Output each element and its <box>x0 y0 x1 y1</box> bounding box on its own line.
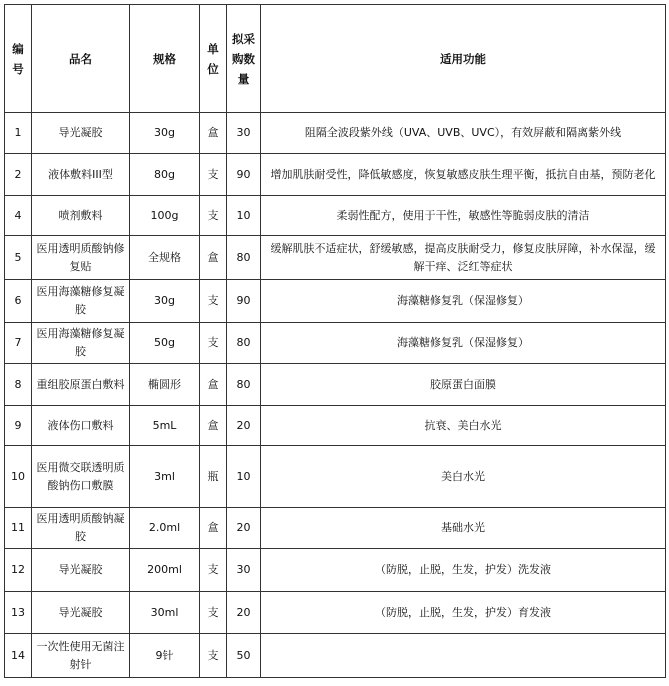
header-unit: 单位 <box>200 5 227 113</box>
cell-function: 阻隔全波段紫外线（UVA、UVB、UVC），有效屏蔽和隔离紫外线 <box>261 113 666 154</box>
table-row <box>5 280 666 323</box>
cell-spec: 200ml <box>130 549 200 592</box>
header-name: 品名 <box>32 5 130 113</box>
cell-unit: 盒 <box>200 236 227 280</box>
cell-number: 12 <box>5 549 32 592</box>
cell-function: 海藻糖修复乳（保湿修复） <box>261 323 666 364</box>
cell-name: 导光凝胶 <box>32 592 130 634</box>
cell-unit: 支 <box>200 323 227 364</box>
cell-number: 9 <box>5 406 32 446</box>
cell-quantity: 90 <box>227 280 261 323</box>
cell-number: 14 <box>5 634 32 678</box>
cell-quantity: 90 <box>227 154 261 196</box>
cell-spec: 椭圆形 <box>130 364 200 406</box>
cell-unit: 瓶 <box>200 446 227 508</box>
cell-spec: 80g <box>130 154 200 196</box>
cell-name: 喷剂敷料 <box>32 196 130 236</box>
cell-name: 一次性使用无菌注射针 <box>32 634 130 678</box>
cell-number: 13 <box>5 592 32 634</box>
cell-unit: 盒 <box>200 113 227 154</box>
procurement-table <box>4 4 666 678</box>
cell-quantity: 30 <box>227 113 261 154</box>
cell-name: 重组胶原蛋白敷料 <box>32 364 130 406</box>
cell-name: 医用透明质酸钠修复贴 <box>32 236 130 280</box>
cell-unit: 支 <box>200 634 227 678</box>
cell-spec: 100g <box>130 196 200 236</box>
cell-unit: 盒 <box>200 406 227 446</box>
cell-name: 医用透明质酸钠凝胶 <box>32 508 130 549</box>
table-row <box>5 196 666 236</box>
table-row <box>5 592 666 634</box>
cell-unit: 支 <box>200 592 227 634</box>
table-row <box>5 406 666 446</box>
cell-function: （防脱，止脱，生发，护发）育发液 <box>261 592 666 634</box>
cell-function <box>261 634 666 678</box>
cell-spec: 3ml <box>130 446 200 508</box>
cell-spec: 2.0ml <box>130 508 200 549</box>
cell-number: 10 <box>5 446 32 508</box>
cell-unit: 支 <box>200 280 227 323</box>
table-row <box>5 113 666 154</box>
header-function: 适用功能 <box>261 5 666 113</box>
cell-quantity: 10 <box>227 446 261 508</box>
cell-quantity: 20 <box>227 592 261 634</box>
table-row <box>5 446 666 508</box>
cell-spec: 30ml <box>130 592 200 634</box>
cell-function: 基础水光 <box>261 508 666 549</box>
cell-function: （防脱，止脱，生发，护发）洗发液 <box>261 549 666 592</box>
cell-number: 11 <box>5 508 32 549</box>
cell-function: 抗衰、美白水光 <box>261 406 666 446</box>
cell-spec: 9针 <box>130 634 200 678</box>
cell-quantity: 30 <box>227 549 261 592</box>
cell-quantity: 80 <box>227 323 261 364</box>
cell-unit: 支 <box>200 196 227 236</box>
cell-name: 医用海藻糖修复凝胶 <box>32 323 130 364</box>
cell-spec: 全规格 <box>130 236 200 280</box>
cell-name: 液体伤口敷料 <box>32 406 130 446</box>
cell-number: 1 <box>5 113 32 154</box>
cell-quantity: 80 <box>227 364 261 406</box>
table-row <box>5 549 666 592</box>
table-row <box>5 508 666 549</box>
cell-number: 5 <box>5 236 32 280</box>
cell-quantity: 10 <box>227 196 261 236</box>
header-row <box>5 5 666 113</box>
header-spec: 规格 <box>130 5 200 113</box>
cell-name: 液体敷料III型 <box>32 154 130 196</box>
cell-function: 胶原蛋白面膜 <box>261 364 666 406</box>
cell-spec: 30g <box>130 280 200 323</box>
cell-number: 7 <box>5 323 32 364</box>
cell-number: 8 <box>5 364 32 406</box>
cell-unit: 支 <box>200 549 227 592</box>
cell-spec: 30g <box>130 113 200 154</box>
cell-unit: 盒 <box>200 508 227 549</box>
cell-function: 柔弱性配方，使用于干性，敏感性等脆弱皮肤的清洁 <box>261 196 666 236</box>
cell-quantity: 50 <box>227 634 261 678</box>
cell-quantity: 20 <box>227 406 261 446</box>
table-row <box>5 154 666 196</box>
table-row <box>5 323 666 364</box>
cell-function: 美白水光 <box>261 446 666 508</box>
cell-quantity: 20 <box>227 508 261 549</box>
cell-unit: 盒 <box>200 364 227 406</box>
cell-function: 海藻糖修复乳（保湿修复） <box>261 280 666 323</box>
cell-name: 医用海藻糖修复凝胶 <box>32 280 130 323</box>
cell-unit: 支 <box>200 154 227 196</box>
header-quantity: 拟采购数量 <box>227 5 261 113</box>
table-row <box>5 364 666 406</box>
table-row <box>5 236 666 280</box>
cell-function: 缓解肌肤不适症状，舒缓敏感，提高皮肤耐受力，修复皮肤屏障，补水保湿，缓解干痒、泛红等症状 <box>261 236 666 280</box>
header-number: 编号 <box>5 5 32 113</box>
cell-spec: 50g <box>130 323 200 364</box>
cell-number: 4 <box>5 196 32 236</box>
cell-name: 导光凝胶 <box>32 549 130 592</box>
cell-spec: 5mL <box>130 406 200 446</box>
table-body <box>5 113 666 678</box>
cell-number: 6 <box>5 280 32 323</box>
cell-function: 增加肌肤耐受性，降低敏感度，恢复敏感皮肤生理平衡，抵抗自由基，预防老化 <box>261 154 666 196</box>
cell-name: 医用微交联透明质酸钠伤口敷膜 <box>32 446 130 508</box>
cell-quantity: 80 <box>227 236 261 280</box>
cell-number: 2 <box>5 154 32 196</box>
table-row <box>5 634 666 678</box>
cell-name: 导光凝胶 <box>32 113 130 154</box>
